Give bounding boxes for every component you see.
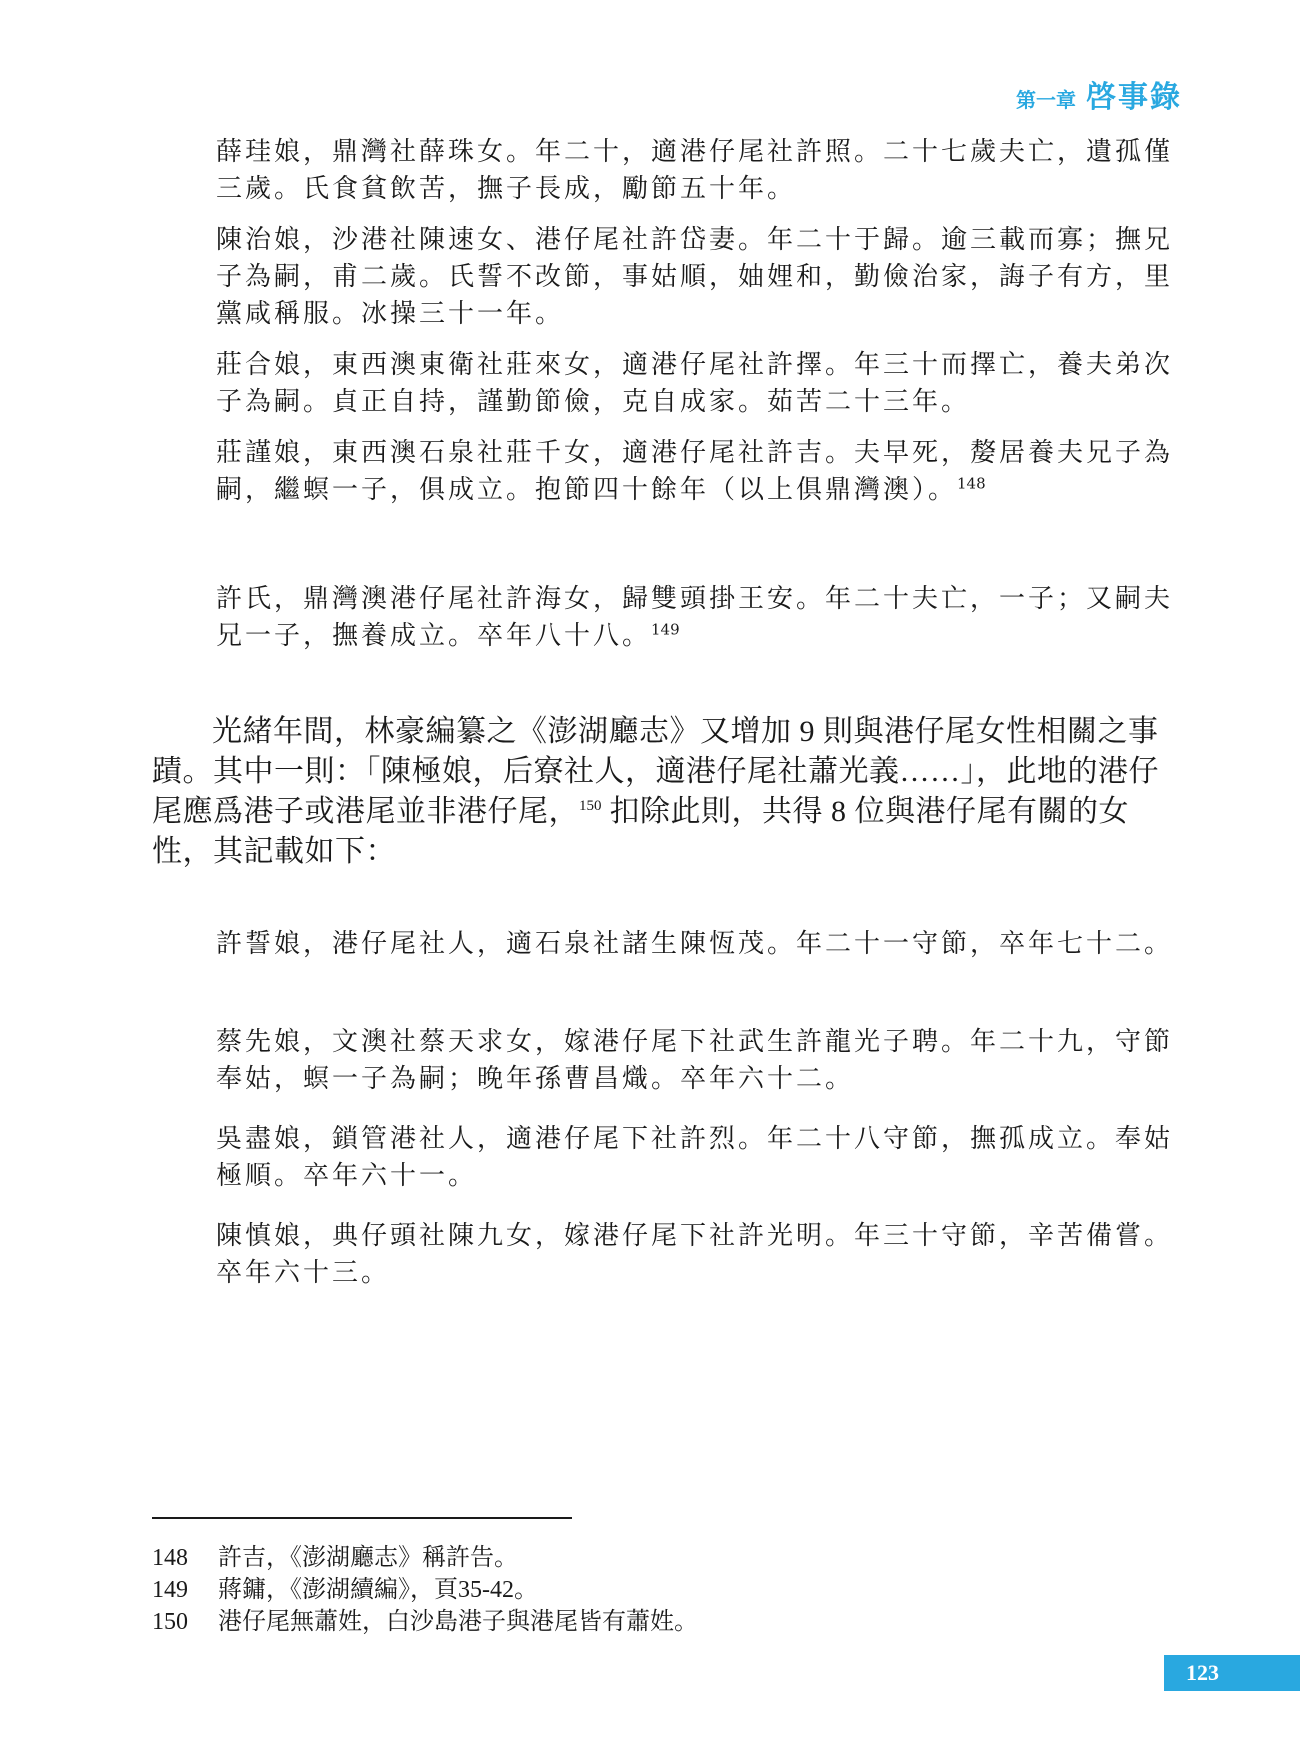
footnote-number: 149 [152,1577,188,1603]
quote-paragraph: 吳盡娘，鎖管港社人，適港仔尾下社許烈。年二十八守節，撫孤成立。奉姑極順。卒年六十一。 [216,1124,1174,1191]
quote-paragraph: 陳治娘，沙港社陳速女、港仔尾社許岱妻。年二十于歸。逾三載而寡；撫兄子為嗣，甫二歲。氏誓不改節，事姑順，妯娌和，勤儉治家，誨子有方，里黨咸稱服。冰操三十一年。 [216,225,1174,329]
footnotes [152,1542,1052,1638]
footnote-divider [152,1517,572,1519]
footnote-number: 150 [152,1609,188,1635]
quote-paragraph: 蔡先娘，文澳社蔡天求女，嫁港仔尾下社武生許龍光子聘。年二十九，守節奉姑，螟一子為嗣；晚年孫曹昌熾。卒年六十二。 [216,1027,1174,1094]
footnote-text: 許吉，《澎湖廳志》稱許告。 [218,1545,518,1571]
footnote [152,1606,1052,1638]
chapter-label: 第一章 [1016,88,1076,112]
footnote [152,1574,1052,1606]
footnote-ref: 149 [651,620,680,639]
footnote-ref: 150 [579,798,602,814]
quote-paragraph: 莊謹娘，東西澳石泉社莊千女，適港仔尾社許吉。夫早死，嫠居養夫兄子為嗣，繼螟一子，俱成立。抱節四十餘年（以上俱鼎灣澳）。$^{148}$ [216,438,1174,505]
footnote-text: 蔣鏞，《澎湖續編》，頁35-42。 [218,1577,538,1603]
quote-paragraph: 許氏，鼎灣澳港仔尾社許海女，歸雙頭掛王安。年二十夫亡，一子；又嗣夫兄一子，撫養成立。卒年八十八。$^{149}$ [216,584,1174,651]
footnote-text: 港仔尾無蕭姓，白沙島港子與港尾皆有蕭姓。 [218,1609,698,1635]
chapter-title: 啓事錄 [1086,80,1182,115]
quote-paragraph: 莊合娘，東西澳東衛社莊來女，適港仔尾社許擇。年三十而擇亡，養夫弟次子為嗣。貞正自持，謹勤節儉，克自成家。茹苦二十三年。 [216,350,1174,417]
page-number: 123 [1164,1655,1300,1691]
body-paragraph: 光緒年間，林豪編纂之《澎湖廳志》又增加 9 則與港仔尾女性相關之事蹟。其中一則：「陳極娘，后寮社人，適港仔尾社蕭光義……」，此地的港仔尾應爲港子或港尾並非港仔尾，$^{150}$ 扣除此則，共得 8 位與港仔尾有關的女性，其記載如下： [152,715,1159,868]
quote-paragraph: 陳慎娘，典仔頭社陳九女，嫁港仔尾下社許光明。年三十守節，辛苦備嘗。卒年六十三。 [216,1221,1174,1288]
running-header [1016,72,1182,116]
quote-paragraph: 薛珪娘，鼎灣社薛珠女。年二十，適港仔尾社許照。二十七歲夫亡，遺孤僅三歲。氏食貧飲苦，撫子長成，勵節五十年。 [216,137,1174,204]
footnote [152,1542,1052,1574]
footnote-ref: 148 [957,474,986,493]
footnote-number: 148 [152,1545,188,1571]
quote-paragraph: 許誓娘，港仔尾社人，適石泉社諸生陳恆茂。年二十一守節，卒年七十二。 [216,929,1174,959]
